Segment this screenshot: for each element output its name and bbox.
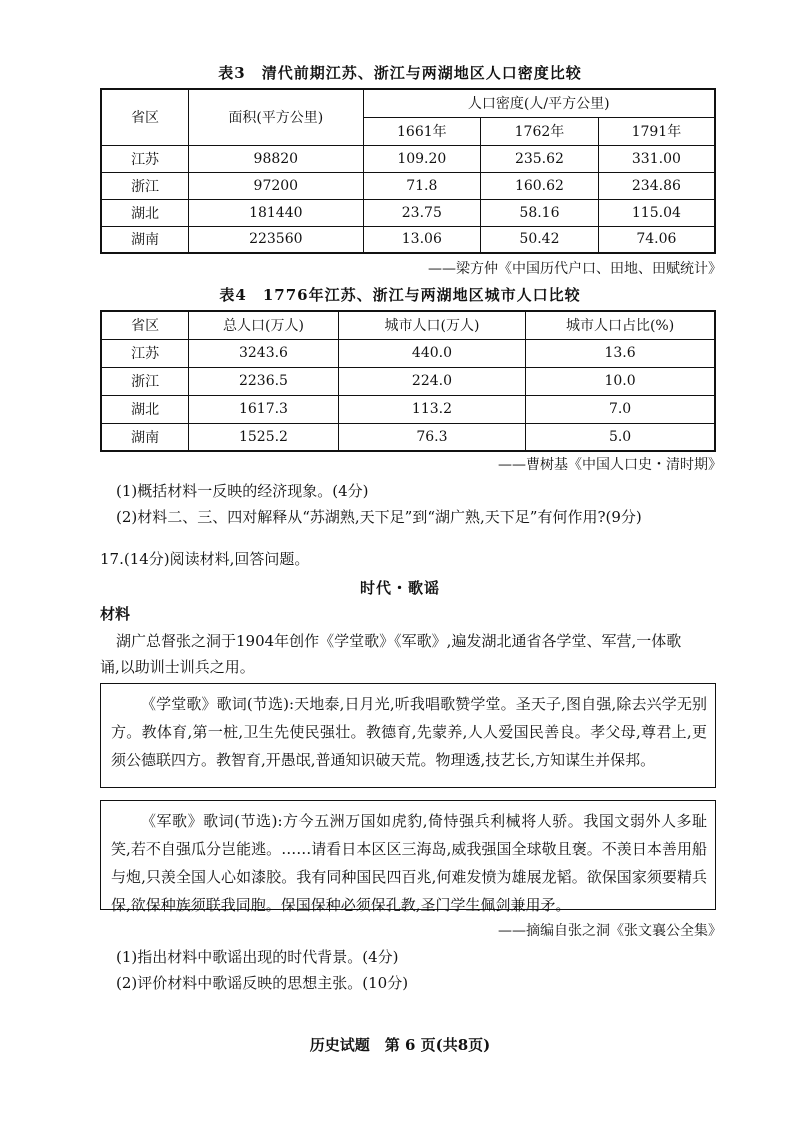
table3-header-1791: 1791年 (598, 117, 715, 145)
table3-caption: 表3 清代前期江苏、浙江与两湖地区人口密度比较 (218, 64, 582, 82)
table-cell: 1617.3 (189, 395, 339, 423)
table-cell: 13.6 (526, 339, 715, 367)
table-row (101, 339, 715, 367)
table-cell: 440.0 (338, 339, 525, 367)
table-row (101, 145, 715, 172)
table-cell: 113.2 (338, 395, 525, 423)
table4-header-total: 总人口(万人) (189, 311, 339, 339)
table3-header-province: 省区 (101, 89, 189, 145)
table-row (101, 367, 715, 395)
table-cell: 江苏 (101, 339, 189, 367)
table-cell: 5.0 (526, 423, 715, 451)
table-cell: 50.42 (481, 226, 599, 253)
table3 (100, 88, 716, 254)
table-cell: 10.0 (526, 367, 715, 395)
table-cell: 3243.6 (189, 339, 339, 367)
question17-stem: 17.(14分)阅读材料,回答问题。 (100, 550, 310, 568)
page-footer: 历史试题 第 6 页(共8页) (309, 1036, 491, 1054)
table4-source: ——曹树基《中国人口史・清时期》 (498, 457, 722, 473)
table-cell: 71.8 (363, 172, 481, 199)
material-label: 材料 (100, 605, 131, 623)
table-cell: 湖南 (101, 226, 189, 253)
table-cell: 浙江 (101, 172, 189, 199)
table-cell: 2236.5 (189, 367, 339, 395)
table-cell: 湖北 (101, 199, 189, 226)
table3-header-area: 面积(平方公里) (189, 89, 363, 145)
school-song-box: 《学堂歌》歌词(节选):天地泰,日月光,听我唱歌赞学堂。圣天子,图自强,除去兴学无别方。教体育,第一桩,卫生先使民强壮。教德育,先蒙养,人人爱国民善良。孝父母,尊君上,更须公德联四方。教智育,开愚氓,普通知识破天荒。物理透,技艺长,方知谋生并保邦。 (100, 683, 716, 788)
table-row (101, 395, 715, 423)
table4-caption: 表4 1776年江苏、浙江与两湖地区城市人口比较 (219, 286, 581, 304)
table-cell: 234.86 (598, 172, 715, 199)
table4-header-urban: 城市人口(万人) (338, 311, 525, 339)
table-cell: 331.00 (598, 145, 715, 172)
table-row (101, 172, 715, 199)
question17-2: (2)评价材料中歌谣反映的思想主张。(10分) (116, 974, 409, 992)
table3-source: ——梁方仲《中国历代户口、田地、田赋统计》 (428, 261, 722, 277)
table-cell: 湖南 (101, 423, 189, 451)
table4-header-ratio: 城市人口占比(%) (526, 311, 715, 339)
table-cell: 76.3 (338, 423, 525, 451)
table-cell: 13.06 (363, 226, 481, 253)
table-cell: 1525.2 (189, 423, 339, 451)
table-cell: 97200 (189, 172, 363, 199)
table-cell: 98820 (189, 145, 363, 172)
question16-1: (1)概括材料一反映的经济现象。(4分) (116, 482, 369, 500)
table-row (101, 199, 715, 226)
table-row (101, 226, 715, 253)
material-intro-line2: 诵,以助训士训兵之用。 (100, 658, 255, 676)
table-cell: 7.0 (526, 395, 715, 423)
table-cell: 江苏 (101, 145, 189, 172)
table3-header-density: 人口密度(人/平方公里) (363, 89, 715, 117)
table-row (101, 423, 715, 451)
army-song-box: 《军歌》歌词(节选):方今五洲万国如虎豹,倚恃强兵利械将人骄。我国文弱外人多耻笑,若不自强瓜分岂能逃。……请看日本区区三海岛,威我强国全球敬且褒。不羡日本善用船与炮,只羡全国人心如漆胶。我有同种国民四百兆,何难发愤为雄展龙韬。欲保国家须要精兵保,欲保种族须联我同胞。保国保种必须保孔教,圣门学生佩剑兼用矛。 (100, 800, 716, 910)
material-source: ——摘编自张之洞《张文襄公全集》 (498, 923, 722, 939)
table-cell: 224.0 (338, 367, 525, 395)
material-title: 时代・歌谣 (359, 579, 440, 597)
table3-header-1762: 1762年 (481, 117, 599, 145)
table-cell: 74.06 (598, 226, 715, 253)
table-cell: 23.75 (363, 199, 481, 226)
table-cell: 223560 (189, 226, 363, 253)
table4 (100, 310, 716, 452)
table-cell: 109.20 (363, 145, 481, 172)
table4-header-province: 省区 (101, 311, 189, 339)
question17-1: (1)指出材料中歌谣出现的时代背景。(4分) (116, 948, 399, 966)
table-cell: 115.04 (598, 199, 715, 226)
table-cell: 湖北 (101, 395, 189, 423)
table-cell: 181440 (189, 199, 363, 226)
table-cell: 浙江 (101, 367, 189, 395)
table-cell: 235.62 (481, 145, 599, 172)
material-intro-line1: 湖广总督张之洞于1904年创作《学堂歌》《军歌》,遍发湖北通省各学堂、军营,一体歌 (116, 632, 682, 650)
question16-2: (2)材料二、三、四对解释从“苏湖熟,天下足”到“湖广熟,天下足”有何作用?(9分) (116, 508, 642, 526)
table3-header-1661: 1661年 (363, 117, 481, 145)
table-cell: 58.16 (481, 199, 599, 226)
table-cell: 160.62 (481, 172, 599, 199)
